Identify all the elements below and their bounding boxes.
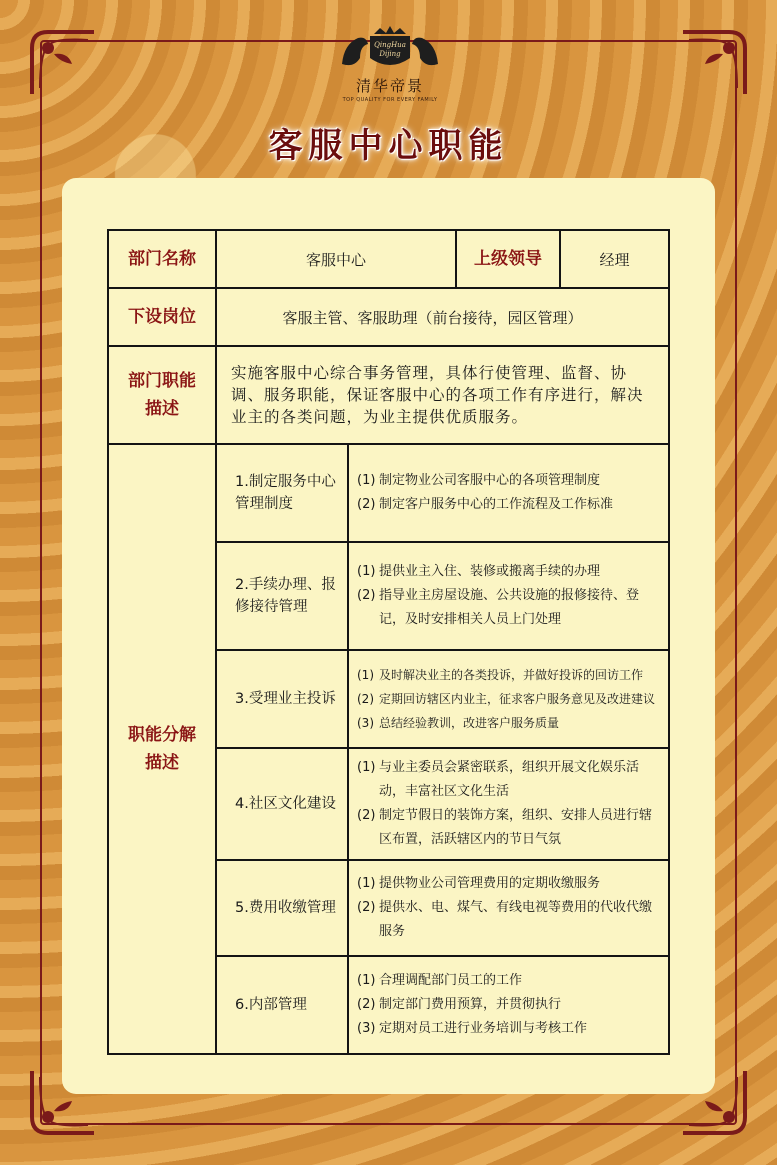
dept-name-label: 部门名称 — [108, 230, 216, 288]
brand-name: 清华帝景 — [355, 77, 424, 95]
table-row — [108, 346, 669, 444]
duty-label: 部门职能 描述 — [108, 346, 216, 444]
superior-value: 经理 — [560, 230, 669, 288]
function-title: 3.受理业主投诉 — [216, 650, 348, 748]
function-title: 5.费用收缴管理 — [216, 860, 348, 956]
table-row — [108, 230, 669, 288]
positions-value: 客服主管、客服助理（前台接待，园区管理） — [216, 288, 669, 346]
function-title: 2.手续办理、报修接待管理 — [216, 542, 348, 650]
function-title: 1.制定服务中心管理制度 — [216, 444, 348, 542]
positions-label: 下设岗位 — [108, 288, 216, 346]
brand-tagline: TOP QUALITY FOR EVERY FAMILY — [342, 97, 438, 103]
corner-ornament-icon — [28, 28, 98, 98]
function-items: (1) 与业主委员会紧密联系，组织开展文化娱乐活动，丰富社区文化生活 (2) 制定节假日的装饰方案，组织、安排人员进行辖区布置，活跃辖区内的节日气氛 — [348, 748, 669, 860]
dept-name-value: 客服中心 — [216, 230, 456, 288]
breakdown-label: 职能分解 描述 — [108, 444, 216, 1054]
duty-description: 实施客服中心综合事务管理，具体行使管理、监督、协调、服务职能，保证客服中心的各项工作有序进行，解决业主的各类问题，为业主提供优质服务。 — [216, 346, 669, 444]
function-items: (1) 合理调配部门员工的工作 (2) 制定部门费用预算，并贯彻执行 (3) 定期对员工进行业务培训与考核工作 — [348, 956, 669, 1054]
brand-logo — [320, 24, 460, 102]
table-row — [108, 288, 669, 346]
superior-label: 上级领导 — [456, 230, 560, 288]
corner-ornament-icon — [679, 28, 749, 98]
function-items: (1) 制定物业公司客服中心的各项管理制度 (2) 制定客户服务中心的工作流程及工作标准 — [348, 444, 669, 542]
function-title: 6.内部管理 — [216, 956, 348, 1054]
lion-crest-icon — [330, 24, 450, 74]
table-row — [108, 444, 669, 542]
function-table — [107, 229, 670, 1055]
emblem-text-top: QingHua — [374, 41, 406, 49]
page-title: 客服中心职能 — [268, 126, 509, 166]
function-items: (1) 提供业主入住、装修或搬离手续的办理 (2) 指导业主房屋设施、公共设施的报修接待、登记，及时安排相关人员上门处理 — [348, 542, 669, 650]
function-title: 4.社区文化建设 — [216, 748, 348, 860]
function-items: (1) 及时解决业主的各类投诉，并做好投诉的回访工作 (2) 定期回访辖区内业主，征求客户服务意见及改进建议 (3) 总结经验教训，改进客户服务质量 — [348, 650, 669, 748]
emblem-text-bottom: Dijing — [379, 50, 401, 58]
function-items: (1) 提供物业公司管理费用的定期收缴服务 (2) 提供水、电、煤气、有线电视等费用的代收代缴服务 — [348, 860, 669, 956]
